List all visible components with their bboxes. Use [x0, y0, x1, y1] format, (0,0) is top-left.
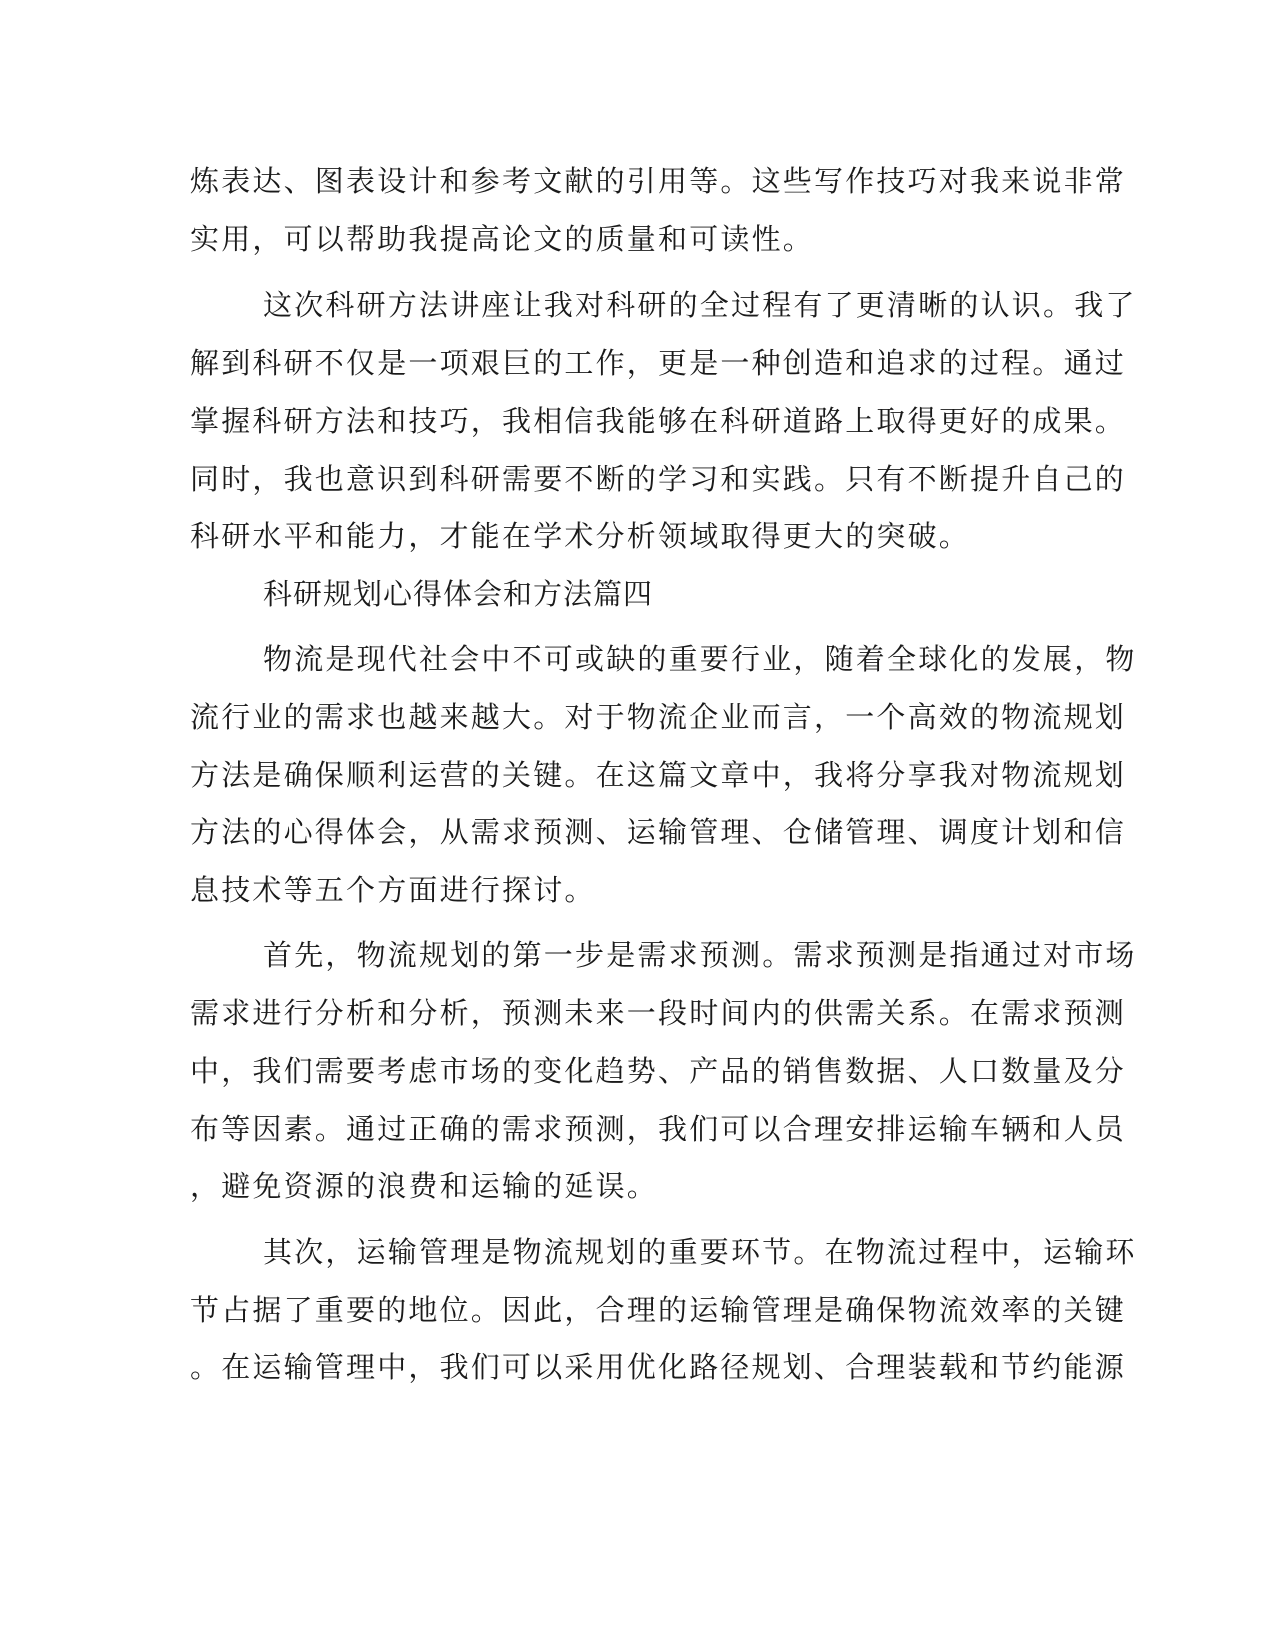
text-line: 掌握科研方法和技巧，我相信我能够在科研道路上取得更好的成果。 — [190, 404, 1127, 438]
text-line: 这次科研方法讲座让我对科研的全过程有了更清晰的认识。我了 — [263, 288, 1137, 322]
text-line: ，避免资源的浪费和运输的延误。 — [190, 1169, 659, 1203]
text-line: 解到科研不仅是一项艰巨的工作，更是一种创造和追求的过程。通过 — [190, 346, 1127, 380]
text-line: 中，我们需要考虑市场的变化趋势、产品的销售数据、人口数量及分 — [190, 1054, 1127, 1088]
section-heading: 科研规划心得体会和方法篇四 — [263, 577, 654, 611]
text-line: 方法是确保顺利运营的关键。在这篇文章中，我将分享我对物流规划 — [190, 758, 1127, 792]
text-line: 实用，可以帮助我提高论文的质量和可读性。 — [190, 222, 815, 256]
text-line: 节占据了重要的地位。因此，合理的运输管理是确保物流效率的关键 — [190, 1293, 1127, 1327]
text-line: 其次，运输管理是物流规划的重要环节。在物流过程中，运输环 — [263, 1235, 1137, 1269]
text-line: 同时，我也意识到科研需要不断的学习和实践。只有不断提升自己的 — [190, 462, 1127, 496]
text-line: 炼表达、图表设计和参考文献的引用等。这些写作技巧对我来说非常 — [190, 164, 1127, 198]
text-line: 首先，物流规划的第一步是需求预测。需求预测是指通过对市场 — [263, 938, 1137, 972]
text-line: 物流是现代社会中不可或缺的重要行业，随着全球化的发展，物 — [263, 642, 1137, 676]
text-line: 流行业的需求也越来越大。对于物流企业而言，一个高效的物流规划 — [190, 700, 1127, 734]
text-line: 需求进行分析和分析，预测未来一段时间内的供需关系。在需求预测 — [190, 996, 1127, 1030]
text-line: 。在运输管理中，我们可以采用优化路径规划、合理装载和节约能源 — [190, 1350, 1127, 1384]
text-line: 息技术等五个方面进行探讨。 — [190, 873, 596, 907]
text-line: 布等因素。通过正确的需求预测，我们可以合理安排运输车辆和人员 — [190, 1112, 1127, 1146]
text-line: 方法的心得体会，从需求预测、运输管理、仓储管理、调度计划和信 — [190, 815, 1127, 849]
text-line: 科研水平和能力，才能在学术分析领域取得更大的突破。 — [190, 519, 971, 553]
